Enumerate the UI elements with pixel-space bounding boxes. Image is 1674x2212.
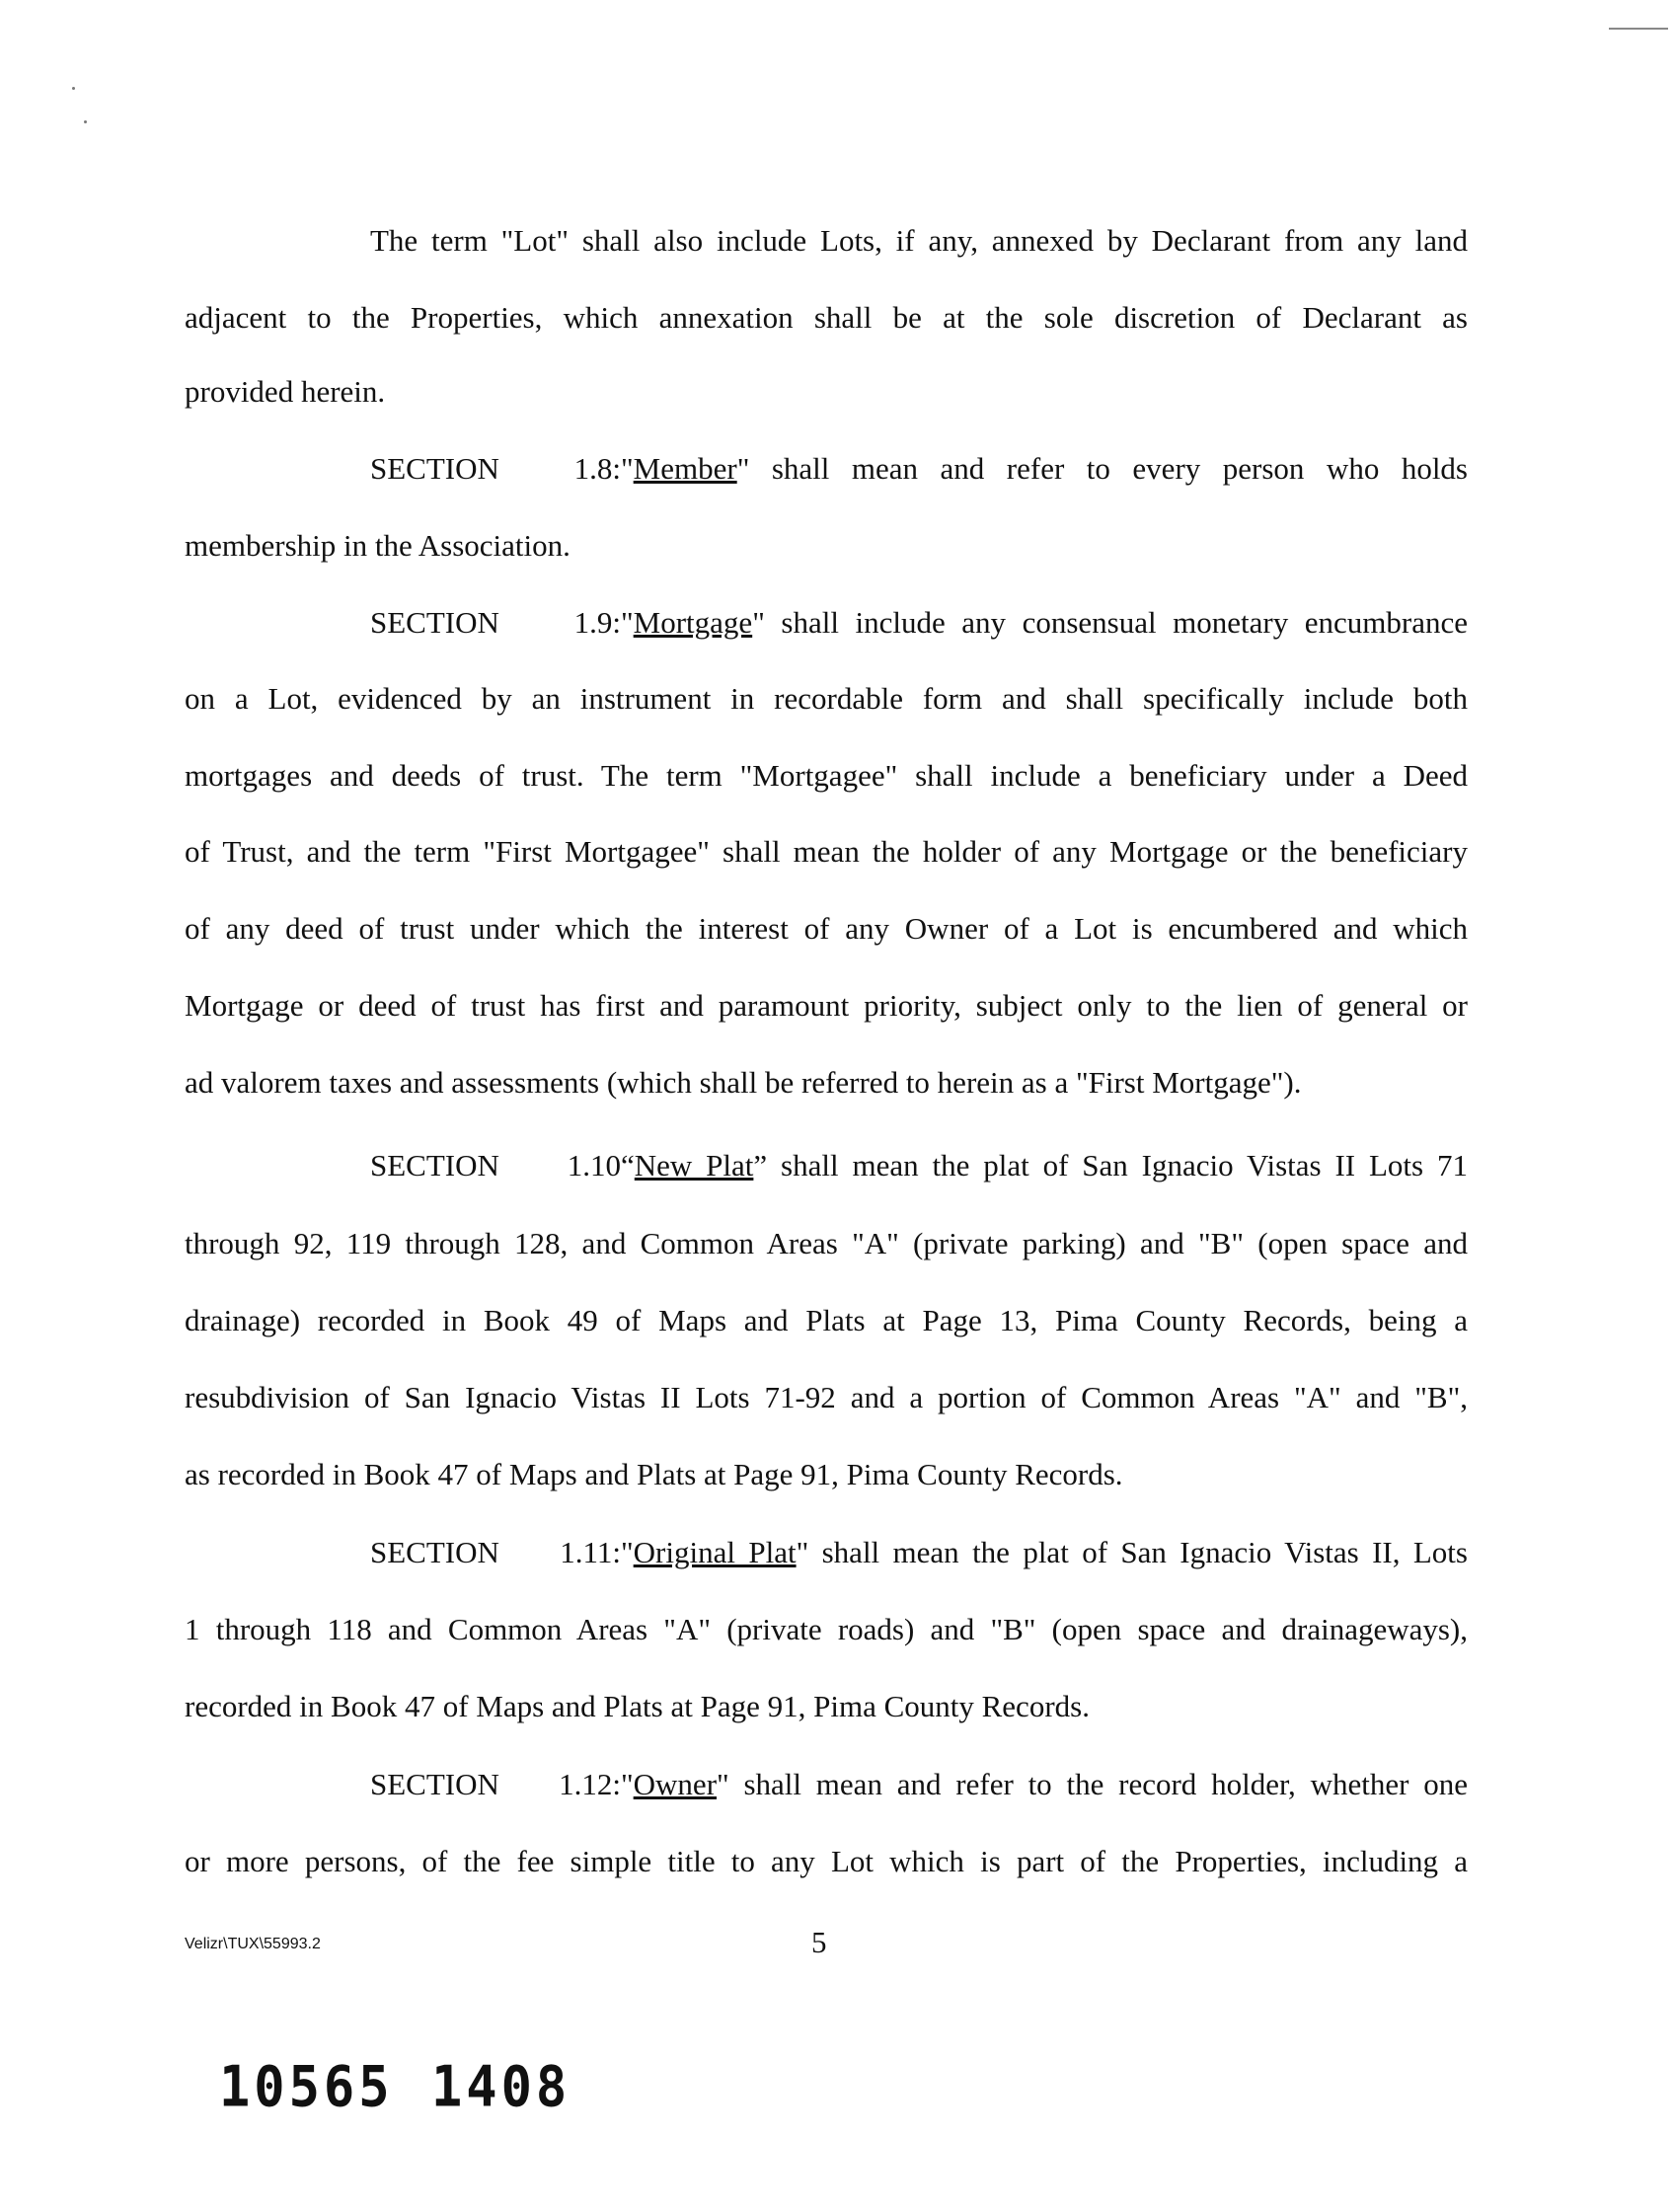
body-line: ad valorem taxes and assessments (which shall be referred to herein as a "First Mortgage"). bbox=[185, 1065, 1302, 1100]
recording-book-stamp: 10565 bbox=[219, 2055, 394, 2120]
scan-speck bbox=[84, 120, 87, 123]
section-number: SECTION 1.12: bbox=[370, 1767, 621, 1801]
section-1-10-heading-line: SECTION 1.10“New Plat” shall mean the plat of San Ignacio Vistas II Lots 71 bbox=[185, 1146, 1468, 1185]
section-number: SECTION 1.11: bbox=[370, 1535, 621, 1569]
scan-speck bbox=[72, 87, 75, 90]
body-line: The term "Lot" shall also include Lots, if any, annexed by Declarant from any land bbox=[370, 223, 1468, 258]
section-1-8-heading-line: SECTION 1.8:"Member" shall mean and refer to every person who holds bbox=[185, 449, 1468, 489]
section-1-12-heading-line: SECTION 1.12:"Owner" shall mean and refer to the record holder, whether one bbox=[185, 1765, 1468, 1804]
body-line: provided herein. bbox=[185, 374, 386, 409]
defined-term: Member bbox=[633, 451, 737, 486]
section-1-9-heading-line: SECTION 1.9:"Mortgage" shall include any consensual monetary encumbrance bbox=[185, 603, 1468, 643]
body-line: resubdivision of San Ignacio Vistas II Lots 71-92 and a portion of Common Areas "A" and "B", bbox=[185, 1380, 1468, 1414]
section-number: SECTION 1.10 bbox=[370, 1148, 621, 1182]
section-1-11-heading-line: SECTION 1.11:"Original Plat" shall mean the plat of San Ignacio Vistas II, Lots bbox=[185, 1533, 1468, 1572]
body-line: of Trust, and the term "First Mortgagee" shall mean the holder of any Mortgage or the beneficiary bbox=[185, 834, 1468, 869]
section-number: SECTION 1.8: bbox=[370, 451, 621, 486]
body-line: recorded in Book 47 of Maps and Plats at Page 91, Pima County Records. bbox=[185, 1689, 1090, 1723]
body-line: through 92, 119 through 128, and Common Areas "A" (private parking) and "B" (open space and bbox=[185, 1226, 1468, 1260]
defined-term: Mortgage bbox=[633, 605, 753, 640]
body-line: of any deed of trust under which the interest of any Owner of a Lot is encumbered and which bbox=[185, 911, 1468, 946]
scan-corner-mark bbox=[1609, 28, 1668, 30]
body-line: adjacent to the Properties, which annexation shall be at the sole discretion of Declarant as bbox=[185, 300, 1468, 335]
body-line: or more persons, of the fee simple title to any Lot which is part of the Properties, including a bbox=[185, 1844, 1468, 1878]
body-line: as recorded in Book 47 of Maps and Plats at Page 91, Pima County Records. bbox=[185, 1457, 1123, 1491]
defined-term: Owner bbox=[633, 1767, 718, 1801]
document-reference: Velizr\TUX\55993.2 bbox=[185, 1936, 321, 1952]
defined-term: New Plat bbox=[634, 1148, 754, 1182]
section-number: SECTION 1.9: bbox=[370, 605, 621, 640]
body-line: mortgages and deeds of trust. The term "Mortgagee" shall include a beneficiary under a Deed bbox=[185, 758, 1468, 793]
page-number: 5 bbox=[811, 1925, 827, 1959]
body-line: membership in the Association. bbox=[185, 528, 571, 563]
body-line: 1 through 118 and Common Areas "A" (private roads) and "B" (open space and drainageways), bbox=[185, 1612, 1468, 1646]
defined-term: Original Plat bbox=[633, 1535, 797, 1569]
recording-page-stamp: 1408 bbox=[431, 2055, 571, 2120]
body-line: drainage) recorded in Book 49 of Maps and Plats at Page 13, Pima County Records, being a bbox=[185, 1303, 1468, 1337]
body-line: on a Lot, evidenced by an instrument in recordable form and shall specifically include both bbox=[185, 681, 1468, 716]
body-line: Mortgage or deed of trust has first and paramount priority, subject only to the lien of general or bbox=[185, 988, 1468, 1023]
